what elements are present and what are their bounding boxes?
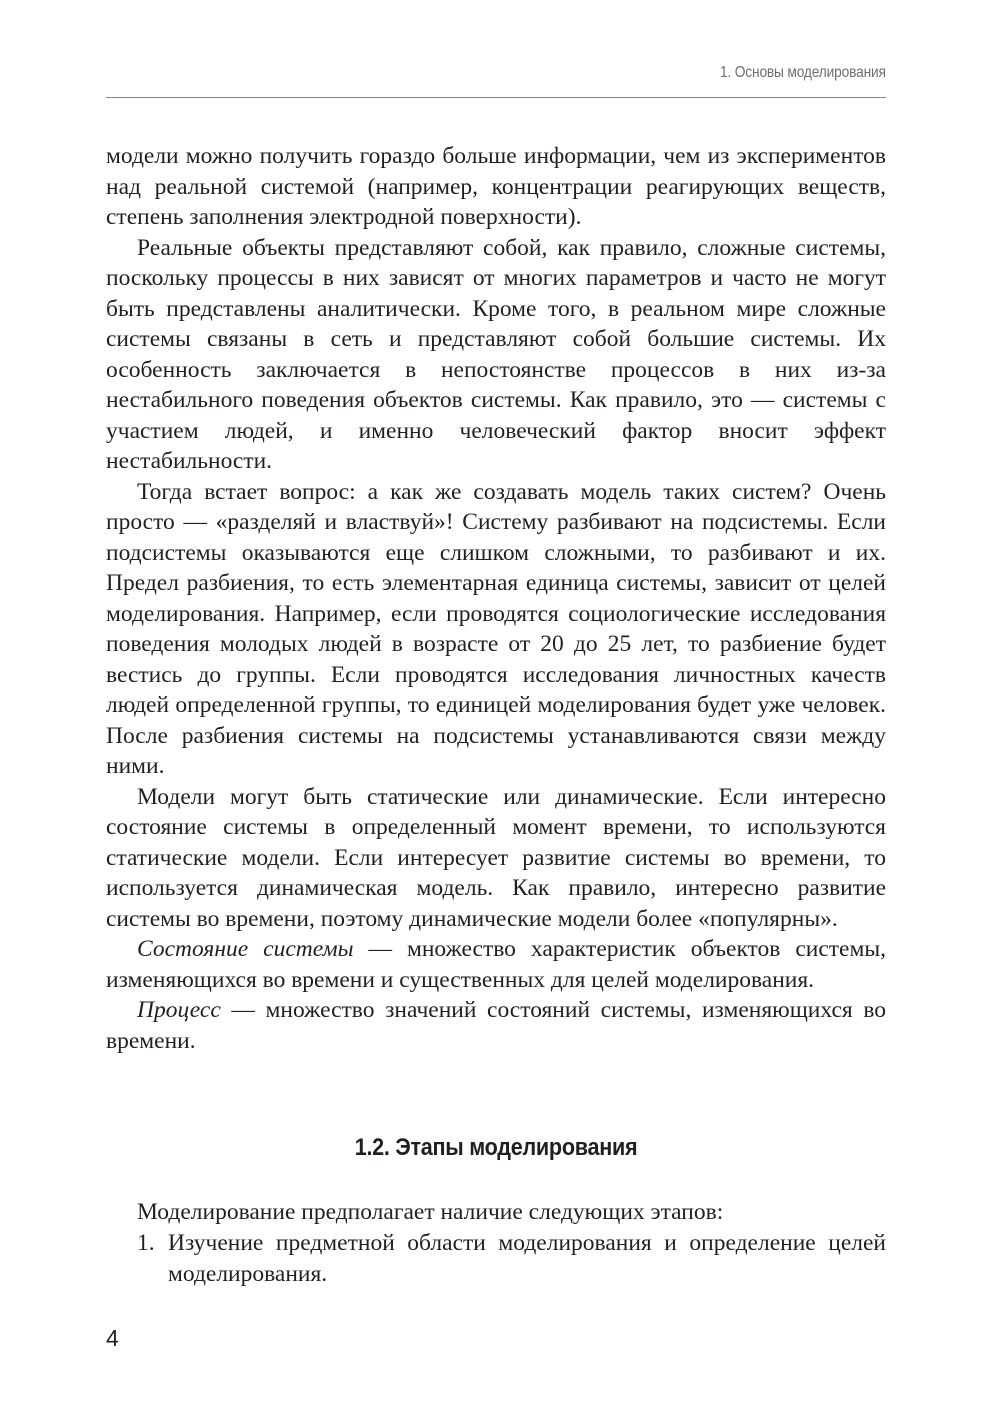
definition-text: — множество характеристик объектов системы, изменяющихся во времени и существенных для целей моделирования. <box>106 936 887 993</box>
page-number: 4 <box>106 1325 119 1351</box>
list-item <box>106 1228 886 1290</box>
paragraph: модели можно получить гораздо больше информации, чем из экспериментов над реальной системой (например, концентрации реагирующих веществ, степень заполнения электродной поверхности). <box>106 143 886 230</box>
steps-list <box>106 1228 886 1290</box>
section-intro: Моделирование предполагает наличие следующих этапов: <box>137 1199 724 1225</box>
running-header: 1. Основы моделирования <box>720 64 886 81</box>
list-item-text: Изучение предметной области моделирования и определение целей моделирования. <box>168 1230 886 1287</box>
definition-state <box>106 934 886 995</box>
section-heading <box>106 1134 886 1162</box>
paragraph: Реальные объекты представляют собой, как правило, сложные системы, поскольку процессы в них зависят от многих параметров и часто не могут быть представлены аналитически. Кроме того, в реальном мире сложные системы связаны в сеть и представляют собой большие системы. Их особенность заключается в непостоянстве процессов в них из-за нестабильного поведения объектов системы. Как правило, это — системы с участием людей, и именно человеческий фактор вносит эффект нестабильности. <box>106 234 886 474</box>
definition-term: Процесс <box>137 997 221 1023</box>
definition-process <box>106 995 886 1056</box>
section-heading-text: 1.2. Этапы моделирования <box>354 1134 638 1161</box>
body-text <box>106 141 886 1056</box>
list-item-number: 1. <box>137 1230 155 1256</box>
paragraph: Модели могут быть статические или динамические. Если интересно состояние системы в определенный момент времени, то используются статические модели. Если интересует развитие системы во времени, то используется динамическая модель. Как правило, интересно развитие системы во времени, поэтому динамические модели более «популярны». <box>106 783 886 932</box>
paragraph: Тогда встает вопрос: а как же создавать модель таких систем? Очень просто — «разделяй и властвуй»! Систему разбивают на подсистемы. Если подсистемы оказываются еще слишком сложными, то разбивают и их. Предел разбиения, то есть элементарная единица системы, зависит от целей моделирования. Например, если проводятся социологические исследования поведения молодых людей в возрасте от 20 до 25 лет, то разбиение будет вестись до группы. Если проводятся исследования личностных качеств людей определенной группы, то единицей моделирования будет уже человек. После разбиения системы на подсистемы устанавливаются связи между ними. <box>106 478 886 779</box>
definition-term: Состояние системы <box>137 936 354 962</box>
header-rule <box>106 97 886 98</box>
definition-text: — множество значений состояний системы, изменяющихся во времени. <box>106 997 886 1054</box>
section-body <box>106 1197 886 1290</box>
